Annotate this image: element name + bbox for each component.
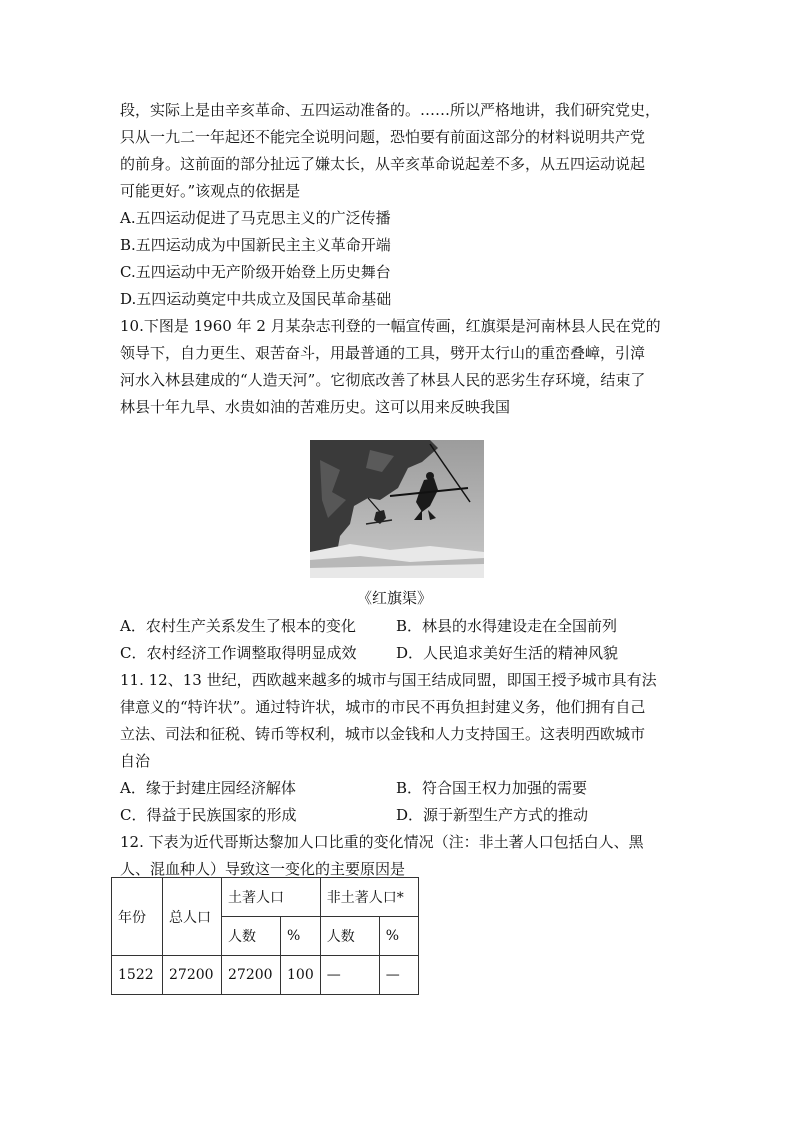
q9-text-line: 可能更好。”该观点的依据是 (120, 182, 301, 200)
q10-option-c: C．农村经济工作调整取得明显成效 (120, 644, 357, 662)
hongqiqu-poster-image (310, 440, 484, 578)
native-pct-header: % (281, 917, 321, 956)
row-nonnative-pct: — (379, 956, 418, 995)
row-native-count: 27200 (222, 956, 281, 995)
row-total: 27200 (163, 956, 222, 995)
row-nonnative-count: — (320, 956, 379, 995)
q12-text-line: 12. 下表为近代哥斯达黎加人口比重的变化情况（注：非土著人口包括白人、黑 (120, 833, 644, 851)
q11-option-a: A．缘于封建庄园经济解体 (120, 779, 296, 797)
native-population-header: 土著人口 (222, 878, 321, 917)
figure-caption: 《红旗渠》 (357, 589, 433, 607)
q9-option-b: B.五四运动成为中国新民主主义革命开端 (120, 236, 391, 254)
population-table (111, 877, 419, 995)
nonnative-population-header: 非土著人口* (320, 878, 418, 917)
q10-option-d: D．人民追求美好生活的精神风貌 (396, 644, 619, 662)
row-native-pct: 100 (281, 956, 321, 995)
total-population-header: 总人口 (163, 878, 222, 956)
q9-option-d: D.五四运动奠定中共成立及国民革命基础 (120, 290, 392, 308)
q11-text-line: 自治 (120, 752, 151, 770)
q9-option-a: A.五四运动促进了马克思主义的广泛传播 (120, 209, 391, 227)
nonnative-pct-header: % (379, 917, 418, 956)
q11-text-line: 立法、司法和征税、铸币等权利，城市以金钱和人力支持国王。这表明西欧城市 (120, 725, 646, 743)
q10-text-line: 林县十年九旱、水贵如油的苦难历史。这可以用来反映我国 (120, 398, 511, 416)
q12-text-line: 人、混血种人）导致这一变化的主要原因是 (120, 860, 406, 878)
q10-option-a: A．农村生产关系发生了根本的变化 (120, 617, 356, 635)
year-header: 年份 (112, 878, 163, 956)
q11-option-c: C．得益于民族国家的形成 (120, 806, 297, 824)
cliff-workers-illustration (310, 440, 484, 578)
q11-text-line: 律意义的“特许状”。通过特许状，城市的市民不再负担封建义务，他们拥有自己 (120, 698, 646, 716)
native-count-header: 人数 (222, 917, 281, 956)
q9-text-line: 的前身。这前面的部分扯远了嫌太长，从辛亥革命说起差不多，从五四运动说起 (120, 155, 646, 173)
q10-text-line: 领导下，自力更生、艰苦奋斗，用最普通的工具，劈开太行山的重峦叠嶂，引漳 (120, 344, 646, 362)
q10-option-b: B．林县的水得建设走在全国前列 (396, 617, 618, 635)
row-year: 1522 (112, 956, 163, 995)
q11-text-line: 11. 12、13 世纪，西欧越来越多的城市与国王结成同盟，即国王授予城市具有法 (120, 671, 657, 689)
q11-option-b: B．符合国王权力加强的需要 (396, 779, 588, 797)
nonnative-count-header: 人数 (320, 917, 379, 956)
table-row (112, 956, 419, 995)
q9-text-line: 只从一九二一年起还不能完全说明问题，恐怕要有前面这部分的材料说明共产党 (120, 128, 646, 146)
q10-text-line: 河水入林县建成的“人造天河”。它彻底改善了林县人民的恶劣生存环境，结束了 (120, 371, 646, 389)
q10-text-line: 10.下图是 1960 年 2 月某杂志刊登的一幅宣传画，红旗渠是河南林县人民在党的 (120, 317, 661, 335)
q9-text-line: 段，实际上是由辛亥革命、五四运动准备的。……所以严格地讲，我们研究党史， (120, 101, 661, 119)
q11-option-d: D．源于新型生产方式的推动 (396, 806, 589, 824)
q9-option-c: C.五四运动中无产阶级开始登上历史舞台 (120, 263, 391, 281)
